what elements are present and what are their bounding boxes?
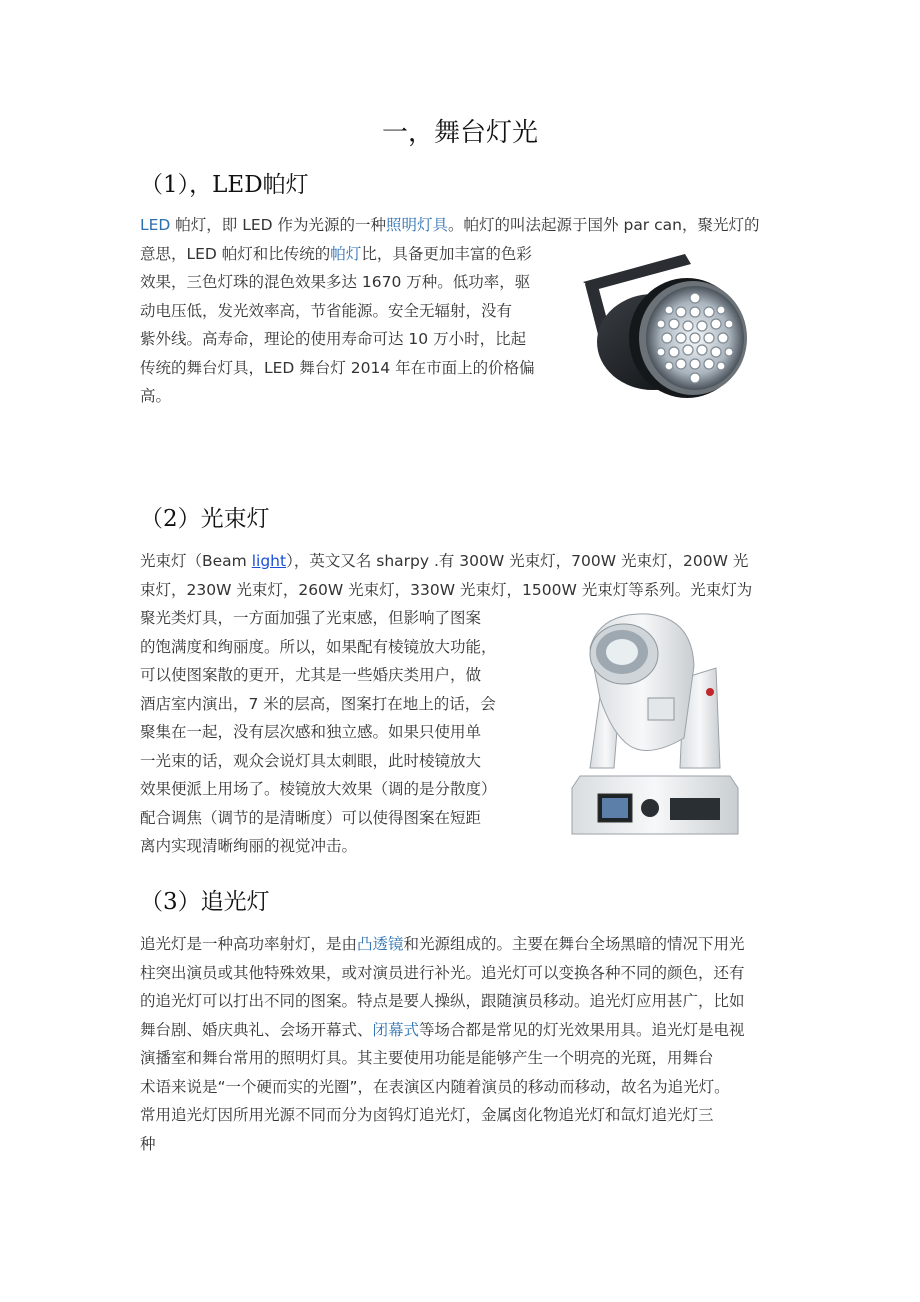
text-line: 配合调焦（调节的是清晰度）可以使得图案在短距 [140, 808, 482, 827]
led-par-lamp-image [575, 250, 760, 405]
text-line [140, 1016, 745, 1045]
text-line: 演播室和舞台常用的照明灯具。其主要使用功能是能够产生一个明亮的光斑，用舞台 [140, 1049, 714, 1067]
link-convex-lens[interactable]: 凸透镜 [357, 935, 404, 953]
text-span: 比，具备更加丰富的色彩 [361, 244, 532, 263]
text-line: 柱突出演员或其他特殊效果，或对演员进行补光。追光灯可以变换各种不同的颜色，还有 [140, 963, 745, 982]
text-span: 帕灯，即 LED 作为光源的一种 [170, 216, 387, 234]
link-par-lamp[interactable]: 帕灯 [330, 244, 362, 263]
link-light[interactable]: light [251, 552, 287, 570]
text-line [140, 547, 752, 576]
text-line: 效果便派上用场了。棱镜放大效果（调的是分散度） [140, 780, 497, 798]
text-line: 束灯，230W 光束灯，260W 光束灯，330W 光束灯，1500W 光束灯等系列。光束灯为 [140, 580, 753, 599]
text-line: 酒店室内演出，7 米的层高，图案打在地上的话，会 [140, 694, 496, 713]
text-line: 一光束的话，观众会说灯具太刺眼，此时棱镜放大 [140, 751, 482, 770]
link-lighting-fixture[interactable]: 照明灯具 [386, 216, 449, 234]
text-line: 的追光灯可以打出不同的图案。特点是要人操纵，跟随演员移动。追光灯应用甚广，比如 [140, 992, 745, 1010]
section-heading-follow-spot: （3）追光灯 [140, 889, 270, 915]
text-span: 追光灯是一种高功率射灯，是由 [140, 935, 358, 953]
text-span: 和光源组成的。主要在舞台全场黑暗的情况下用光 [403, 935, 745, 953]
section-body-follow-spot [140, 930, 745, 1158]
text-line: 高。 [140, 387, 172, 405]
text-line [140, 211, 759, 240]
text-line: 聚集在一起，没有层次感和独立感。如果只使用单 [140, 723, 482, 741]
text-line: 术语来说是“一个硬而实的光圈”，在表演区内随着演员的移动而移动，故名为追光灯。 [140, 1077, 730, 1096]
text-line [140, 930, 745, 959]
text-line: 传统的舞台灯具，LED 舞台灯 2014 年在市面上的价格偏 [140, 358, 535, 377]
text-line: 可以使图案散的更开，尤其是一些婚庆类用户，做 [140, 666, 482, 684]
section-heading-led-par: （1），LED帕灯 [140, 172, 309, 198]
link-closing-ceremony[interactable]: 闭幕式 [372, 1020, 420, 1039]
page-title: 一，舞台灯光 [381, 118, 538, 148]
text-span: 等场合都是常见的灯光效果用具。追光灯是电视 [419, 1020, 745, 1039]
text-line: 动电压低，发光效率高，节省能源。安全无辐射，没有 [140, 301, 513, 320]
text-line: 离内实现清晰绚丽的视觉冲击。 [140, 837, 358, 855]
text-line: 紫外线。高寿命，理论的使用寿命可达 10 万小时，比起 [140, 330, 527, 348]
link-led[interactable]: LED [140, 216, 171, 234]
text-span: ），英文又名 sharpy .有 300W 光束灯，700W 光束灯，200W 光 [286, 552, 749, 570]
text-line: 聚光类灯具，一方面加强了光束感，但影响了图案 [140, 609, 482, 627]
text-line: 常用追光灯因所用光源不同而分为卤钨灯追光灯，金属卤化物追光灯和氙灯追光灯三 [140, 1106, 714, 1124]
text-span: 光束灯（Beam [140, 552, 252, 570]
text-line: 的饱满度和绚丽度。所以，如果配有棱镜放大功能， [140, 637, 497, 656]
text-span: 舞台剧、婚庆典礼、会场开幕式、 [140, 1020, 373, 1039]
text-span: 意思，LED 帕灯和比传统的 [140, 244, 331, 263]
text-line: 种 [140, 1134, 156, 1153]
text-line: 效果，三色灯珠的混色效果多达 1670 万种。低功率，驱 [140, 273, 531, 291]
section-heading-beam-light: （2）光束灯 [140, 506, 270, 532]
text-span: 。帕灯的叫法起源于国外 par can，聚光灯的 [448, 216, 760, 234]
beam-moving-head-image [560, 608, 745, 848]
